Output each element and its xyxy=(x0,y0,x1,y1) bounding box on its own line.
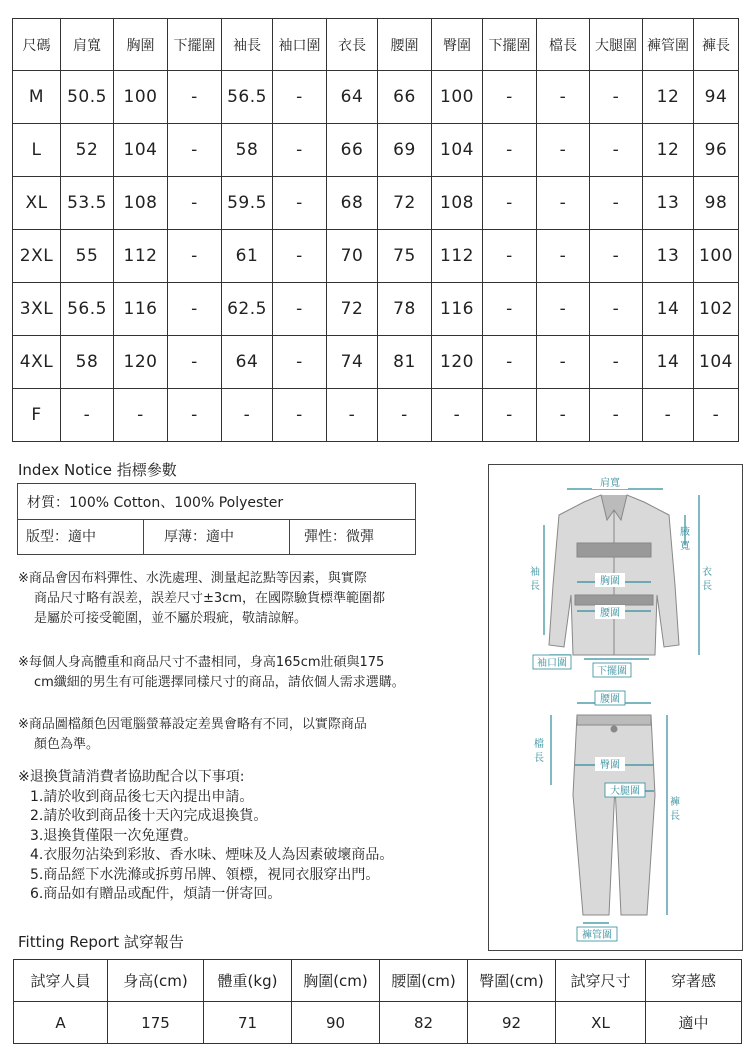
size-cell: 55 xyxy=(61,230,114,283)
fitting-table xyxy=(13,959,742,1044)
size-cell: - xyxy=(273,336,327,389)
fitting-cell: 175 xyxy=(108,1002,204,1044)
material-text: 材質：100% Cotton、100% Polyester xyxy=(27,495,284,511)
size-cell: - xyxy=(483,124,537,177)
size-cell: M xyxy=(13,71,61,124)
size-header-cell: 胸圍 xyxy=(114,19,168,71)
size-cell: - xyxy=(483,71,537,124)
size-cell: 56.5 xyxy=(61,283,114,336)
size-cell: 100 xyxy=(432,71,483,124)
return-rules-title: ※退換貨請消費者協助配合以下事項: xyxy=(18,769,245,785)
size-header-cell: 褲長 xyxy=(694,19,739,71)
size-cell: 112 xyxy=(114,230,168,283)
size-cell: 81 xyxy=(378,336,432,389)
size-header-cell: 臀圍 xyxy=(432,19,483,71)
fitting-header-cell: 試穿尺寸 xyxy=(556,960,646,1002)
size-cell: 2XL xyxy=(13,230,61,283)
size-cell: - xyxy=(694,389,739,442)
size-header-cell: 肩寬 xyxy=(61,19,114,71)
rule-item: 1.請於收到商品後七天內提出申請。 xyxy=(30,788,254,805)
size-cell: 68 xyxy=(327,177,378,230)
size-cell: 120 xyxy=(114,336,168,389)
size-cell: 14 xyxy=(643,283,694,336)
size-cell: 69 xyxy=(378,124,432,177)
size-cell: 66 xyxy=(378,71,432,124)
return-rules xyxy=(18,768,393,905)
spec-box xyxy=(17,483,416,555)
size-cell: 112 xyxy=(432,230,483,283)
size-cell: - xyxy=(168,336,222,389)
size-cell: - xyxy=(168,230,222,283)
size-cell: 108 xyxy=(432,177,483,230)
size-cell: 72 xyxy=(327,283,378,336)
size-cell: - xyxy=(222,389,273,442)
label-length-b: 長 xyxy=(702,581,712,592)
size-cell: - xyxy=(590,71,643,124)
size-cell: XL xyxy=(13,177,61,230)
size-cell: L xyxy=(13,124,61,177)
size-cell: 120 xyxy=(432,336,483,389)
size-cell: - xyxy=(168,71,222,124)
label-hip: 臀圍 xyxy=(600,760,620,771)
size-cell: - xyxy=(273,283,327,336)
size-cell: F xyxy=(13,389,61,442)
label-armpit-b: 寬 xyxy=(680,541,690,552)
size-cell: 66 xyxy=(327,124,378,177)
size-cell: - xyxy=(537,71,590,124)
size-cell: 75 xyxy=(378,230,432,283)
fitting-cell: 71 xyxy=(204,1002,292,1044)
fitting-table-header xyxy=(14,960,742,1002)
size-cell: 12 xyxy=(643,71,694,124)
size-cell: - xyxy=(483,336,537,389)
size-cell: 100 xyxy=(694,230,739,283)
size-cell: - xyxy=(168,124,222,177)
size-cell: - xyxy=(273,389,327,442)
fitting-cell: 92 xyxy=(468,1002,556,1044)
size-row xyxy=(13,71,739,124)
size-cell: - xyxy=(590,230,643,283)
size-cell: 12 xyxy=(643,124,694,177)
fitting-header-cell: 腰圍(cm) xyxy=(380,960,468,1002)
size-row xyxy=(13,230,739,283)
fitting-header-cell: 試穿人員 xyxy=(14,960,108,1002)
size-cell: - xyxy=(114,389,168,442)
size-table xyxy=(12,18,739,442)
size-cell: 64 xyxy=(327,71,378,124)
size-cell: - xyxy=(590,177,643,230)
size-cell: - xyxy=(537,177,590,230)
size-cell: 104 xyxy=(114,124,168,177)
size-header-cell: 尺碼 xyxy=(13,19,61,71)
fitting-cell: 82 xyxy=(380,1002,468,1044)
fitting-header-cell: 身高(cm) xyxy=(108,960,204,1002)
size-cell: - xyxy=(590,336,643,389)
thickness-spec: 厚薄：適中 xyxy=(144,520,290,554)
measurement-diagram xyxy=(488,464,743,951)
size-cell: - xyxy=(537,389,590,442)
size-cell: - xyxy=(590,389,643,442)
size-cell: - xyxy=(61,389,114,442)
fit-spec: 版型：適中 xyxy=(18,520,144,554)
index-notice-title: Index Notice 指標參數 xyxy=(18,461,177,479)
note-measurement: ※商品會因布料彈性、水洗處理、測量起訖點等因素，與實際 商品尺寸略有誤差，誤差尺寸±3cm，在國際驗貨標準範圍都 是屬於可接受範圍，並不屬於瑕疵，敬請諒解。 xyxy=(18,571,385,626)
size-cell: 78 xyxy=(378,283,432,336)
fitting-header-cell: 胸圍(cm) xyxy=(292,960,380,1002)
size-cell: 52 xyxy=(61,124,114,177)
size-cell: - xyxy=(537,124,590,177)
size-cell: - xyxy=(432,389,483,442)
size-header-cell: 衣長 xyxy=(327,19,378,71)
size-cell: 14 xyxy=(643,336,694,389)
size-cell: 116 xyxy=(432,283,483,336)
size-cell: 59.5 xyxy=(222,177,273,230)
size-cell: - xyxy=(590,283,643,336)
size-header-cell: 腰圍 xyxy=(378,19,432,71)
size-header-cell: 檔長 xyxy=(537,19,590,71)
size-cell: 108 xyxy=(114,177,168,230)
size-header-cell: 下擺圍 xyxy=(483,19,537,71)
size-cell: 72 xyxy=(378,177,432,230)
label-waist-top: 腰圍 xyxy=(600,608,620,619)
size-table-body xyxy=(13,71,739,442)
size-cell: 13 xyxy=(643,177,694,230)
rule-item: 3.退換貨僅限一次免運費。 xyxy=(30,827,198,844)
size-cell: 62.5 xyxy=(222,283,273,336)
size-header-cell: 大腿圍 xyxy=(590,19,643,71)
size-cell: 98 xyxy=(694,177,739,230)
size-cell: - xyxy=(590,124,643,177)
size-cell: - xyxy=(483,230,537,283)
fitting-report-title: Fitting Report 試穿報告 xyxy=(18,933,184,951)
size-cell: 94 xyxy=(694,71,739,124)
label-pants-waist: 腰圍 xyxy=(600,694,620,705)
size-cell: - xyxy=(168,283,222,336)
size-cell: - xyxy=(537,283,590,336)
size-row xyxy=(13,336,739,389)
size-cell: - xyxy=(643,389,694,442)
size-cell: 53.5 xyxy=(61,177,114,230)
size-cell: 56.5 xyxy=(222,71,273,124)
size-cell: - xyxy=(537,336,590,389)
size-cell: - xyxy=(378,389,432,442)
size-table-header xyxy=(13,19,739,71)
note-color: ※商品圖檔顏色因電腦螢幕設定差異會略有不同，以實際商品 顏色為準。 xyxy=(18,717,367,752)
size-cell: - xyxy=(483,283,537,336)
label-armpit-a: 腋 xyxy=(680,527,690,538)
size-row xyxy=(13,177,739,230)
size-cell: 116 xyxy=(114,283,168,336)
size-header-cell: 袖口圍 xyxy=(273,19,327,71)
size-cell: - xyxy=(168,177,222,230)
fitting-cell: XL xyxy=(556,1002,646,1044)
size-cell: - xyxy=(273,177,327,230)
size-cell: 61 xyxy=(222,230,273,283)
size-header-cell: 褲管圍 xyxy=(643,19,694,71)
size-cell: - xyxy=(168,389,222,442)
pants-illustration xyxy=(573,715,655,915)
size-cell: 96 xyxy=(694,124,739,177)
size-cell: 70 xyxy=(327,230,378,283)
label-rise-a: 檔 xyxy=(534,739,544,750)
size-header-cell: 下擺圍 xyxy=(168,19,222,71)
size-cell: 100 xyxy=(114,71,168,124)
label-leg-opening: 褲管圍 xyxy=(582,930,612,941)
label-sleeve-b: 長 xyxy=(530,581,540,592)
size-row xyxy=(13,283,739,336)
label-pants-length-b: 長 xyxy=(670,811,680,822)
fitting-cell: 90 xyxy=(292,1002,380,1044)
size-cell: - xyxy=(327,389,378,442)
label-hem: 下擺圍 xyxy=(597,666,627,677)
size-row xyxy=(13,124,739,177)
rule-item: 5.商品經下水洗滌或拆剪吊牌、領標，視同衣服穿出門。 xyxy=(30,866,380,883)
label-pants-length-a: 褲 xyxy=(670,797,680,808)
size-cell: 104 xyxy=(694,336,739,389)
label-chest: 胸圍 xyxy=(600,576,620,587)
size-cell: 74 xyxy=(327,336,378,389)
size-cell: 104 xyxy=(432,124,483,177)
size-cell: - xyxy=(537,230,590,283)
size-cell: 50.5 xyxy=(61,71,114,124)
rule-item: 6.商品如有贈品或配件，煩請一併寄回。 xyxy=(30,886,282,902)
label-sleeve-a: 袖 xyxy=(530,567,540,578)
label-length-a: 衣 xyxy=(702,567,712,578)
rule-item: 4.衣服勿沾染到彩妝、香水味、煙味及人為因素破壞商品。 xyxy=(30,847,394,863)
size-header-cell: 袖長 xyxy=(222,19,273,71)
fitting-table-row xyxy=(14,1002,742,1044)
size-cell: 58 xyxy=(61,336,114,389)
size-row xyxy=(13,389,739,442)
label-thigh: 大腿圍 xyxy=(610,786,640,797)
label-shoulder: 肩寬 xyxy=(600,478,620,489)
rule-item: 2.請於收到商品後十天內完成退換貨。 xyxy=(30,808,268,824)
size-cell: - xyxy=(273,71,327,124)
fitting-header-cell: 穿著感 xyxy=(646,960,742,1002)
size-cell: 58 xyxy=(222,124,273,177)
size-cell: - xyxy=(483,389,537,442)
fitting-cell: 適中 xyxy=(646,1002,742,1044)
size-cell: 102 xyxy=(694,283,739,336)
fitting-header-cell: 體重(kg) xyxy=(204,960,292,1002)
size-cell: 4XL xyxy=(13,336,61,389)
note-body-size: ※每個人身高體重和商品尺寸不盡相同，身高165cm壯碩與175 cm纖細的男生有可能選擇同樣尺寸的商品，請依個人需求選購。 xyxy=(18,655,405,690)
size-cell: 3XL xyxy=(13,283,61,336)
size-cell: 64 xyxy=(222,336,273,389)
fitting-cell: A xyxy=(14,1002,108,1044)
size-cell: - xyxy=(483,177,537,230)
label-cuff: 袖口圍 xyxy=(537,658,567,669)
fitting-header-cell: 臀圍(cm) xyxy=(468,960,556,1002)
size-cell: - xyxy=(273,230,327,283)
size-cell: - xyxy=(273,124,327,177)
label-rise-b: 長 xyxy=(534,753,544,764)
elasticity-spec: 彈性：微彈 xyxy=(304,529,374,545)
size-cell: 13 xyxy=(643,230,694,283)
